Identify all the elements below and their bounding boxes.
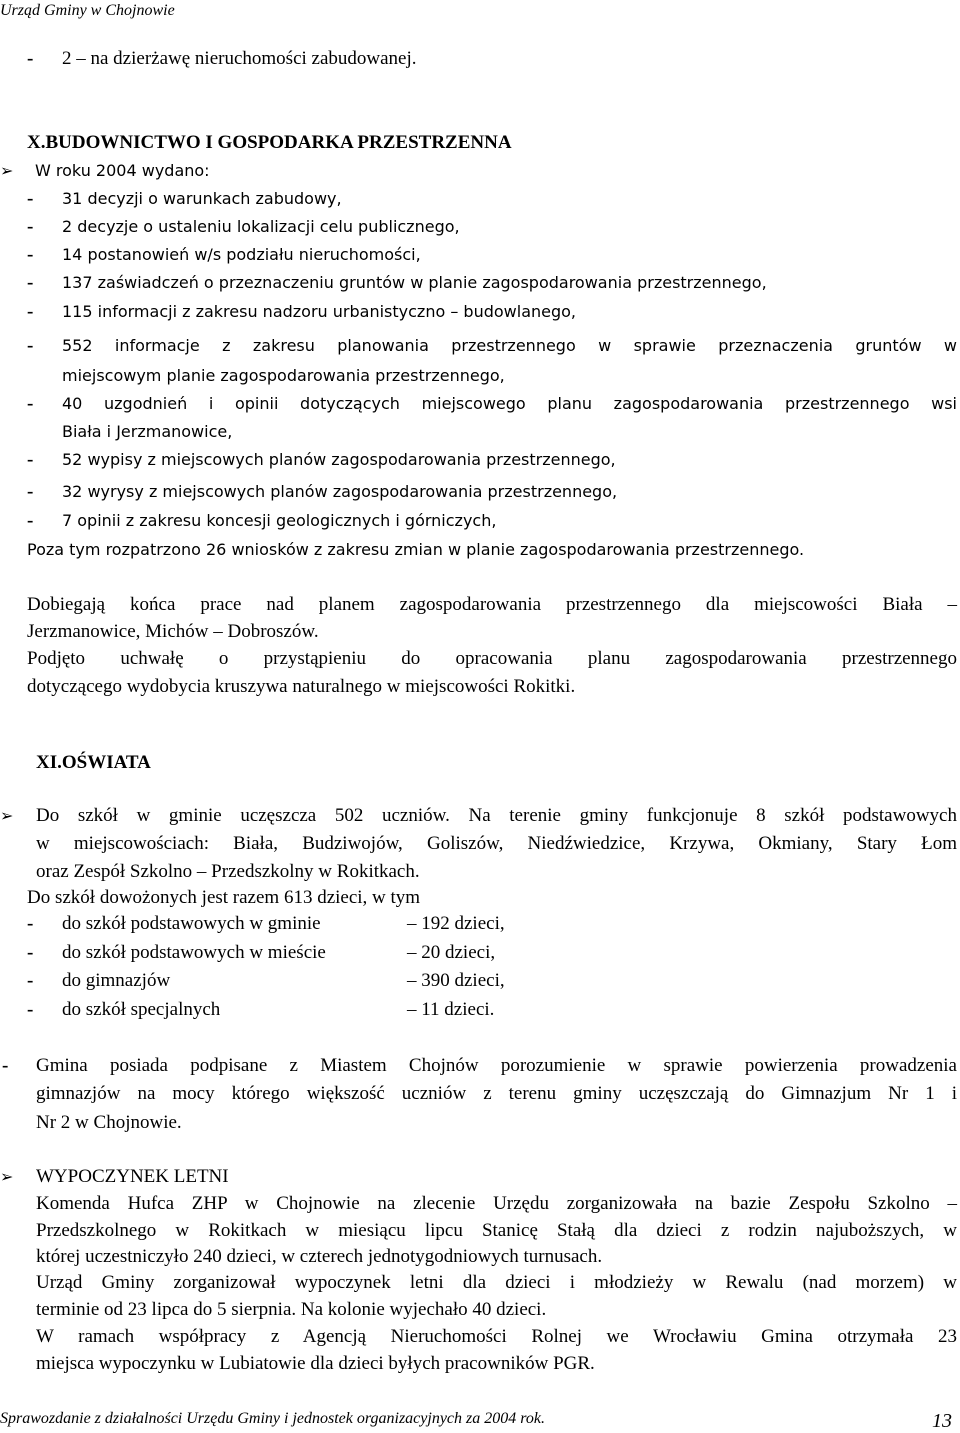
summer-line: Przedszkolnego w Rokitkach w miesiącu lipcu Stanicę Stałą dla dzieci z rodzin najuboższych, w [36, 1220, 957, 1241]
list-item: 14 postanowień w/s podziału nieruchomości, [62, 245, 421, 264]
page-header: Urząd Gminy w Chojnowie [0, 2, 175, 19]
commute-value: – 11 dzieci. [407, 999, 495, 1020]
list-item: 2 decyzje o ustaleniu lokalizacji celu publicznego, [62, 217, 460, 236]
summer-line-end: miejsca wypoczynku w Lubiatowie dla dzieci byłych pracowników PGR. [36, 1353, 595, 1374]
dash-marker: - [27, 48, 34, 69]
list-item: 552 informacje z zakresu planowania przestrzennego w sprawie przeznaczenia gruntów w [62, 336, 957, 355]
agreement-paragraph-end: Nr 2 w Chojnowie. [36, 1112, 182, 1133]
dash-marker: - [27, 510, 34, 531]
schools-paragraph: w miejscowościach: Biała, Budziwojów, Goliszów, Niedźwiedzice, Krzywa, Okmiany, Stary Łom [36, 833, 957, 854]
section-x-intro: W roku 2004 wydano: [35, 161, 210, 180]
dash-marker: - [27, 999, 34, 1020]
schools-paragraph-end: oraz Zespół Szkolno – Przedszkolny w Rokitkach. [36, 861, 420, 882]
dash-marker: - [2, 1055, 9, 1076]
list-item: 7 opinii z zakresu koncesji geologicznych i górniczych, [62, 511, 497, 530]
page-number: 13 [932, 1410, 952, 1432]
section-x-paragraph: Podjęto uchwałę o przystąpieniu do opracowania planu zagospodarowania przestrzennego [27, 648, 957, 669]
section-x-paragraph: Dobiegają końca prace nad planem zagospodarowania przestrzennego dla miejscowości Biała – [27, 594, 957, 615]
section-x-paragraph-end: dotyczącego wydobycia kruszywa naturalnego w miejscowości Rokitki. [27, 676, 576, 697]
page-footer: Sprawozdanie z działalności Urzędu Gminy i jednostek organizacyjnych za 2004 rok. [0, 1410, 545, 1427]
dash-marker: - [27, 244, 34, 265]
arrow-bullet-icon: ➢ [0, 163, 14, 180]
commute-label: do gimnazjów [62, 970, 171, 991]
section-x-summary: Poza tym rozpatrzono 26 wniosków z zakresu zmian w planie zagospodarowania przestrzennego. [27, 540, 805, 559]
list-item: 52 wypisy z miejscowych planów zagospodarowania przestrzennego, [62, 450, 616, 469]
top-item: 2 – na dzierżawę nieruchomości zabudowanej. [62, 48, 417, 69]
dash-marker: - [27, 272, 34, 293]
section-x-paragraph-end: Jerzmanowice, Michów – Dobroszów. [27, 621, 319, 642]
dash-marker: - [27, 970, 34, 991]
summer-line: Komenda Hufca ZHP w Chojnowie na zlecenie Urzędu zorganizowała na bazie Zespołu Szkolno – [36, 1193, 957, 1214]
dash-marker: - [27, 216, 34, 237]
section-xi-heading: XI.OŚWIATA [36, 752, 151, 773]
list-item: 31 decyzji o warunkach zabudowy, [62, 189, 342, 208]
list-item: 32 wyrysy z miejscowych planów zagospodarowania przestrzennego, [62, 482, 618, 501]
summer-line-end: terminie od 23 lipca do 5 sierpnia. Na kolonie wyjechało 40 dzieci. [36, 1299, 547, 1320]
commute-label: do szkół podstawowych w gminie [62, 913, 321, 934]
commute-value: – 20 dzieci, [407, 942, 496, 963]
dash-marker: - [27, 942, 34, 963]
list-item-continuation: Biała i Jerzmanowice, [62, 422, 233, 441]
commute-value: – 390 dzieci, [407, 970, 505, 991]
commute-label: do szkół podstawowych w mieście [62, 942, 326, 963]
arrow-bullet-icon: ➢ [0, 808, 14, 825]
dash-marker: - [27, 335, 34, 356]
summer-line: W ramach współpracy z Agencją Nieruchomości Rolnej we Wrocławiu Gmina otrzymała 23 [36, 1326, 957, 1347]
dash-marker: - [27, 393, 34, 414]
list-item: 40 uzgodnień i opinii dotyczących miejscowego planu zagospodarowania przestrzennego wsi [62, 394, 957, 413]
section-x-heading: X.BUDOWNICTWO I GOSPODARKA PRZESTRZENNA [27, 132, 512, 153]
summer-line: Urząd Gminy zorganizował wypoczynek letni dla dzieci i młodzieży w Rewalu (nad morzem) w [36, 1272, 957, 1293]
dash-marker: - [27, 449, 34, 470]
schools-paragraph: Do szkół w gminie uczęszcza 502 uczniów. Na terenie gminy funkcjonuje 8 szkół podstawowych [36, 805, 957, 826]
dash-marker: - [27, 188, 34, 209]
summer-heading: WYPOCZYNEK LETNI [36, 1166, 229, 1187]
dash-marker: - [27, 913, 34, 934]
list-item: 115 informacji z zakresu nadzoru urbanistyczno – budowlanego, [62, 302, 577, 321]
list-item-continuation: miejscowym planie zagospodarowania przestrzennego, [62, 366, 505, 385]
list-item: 137 zaświadczeń o przeznaczeniu gruntów w planie zagospodarowania przestrzennego, [62, 273, 767, 292]
commute-intro: Do szkół dowożonych jest razem 613 dzieci, w tym [27, 887, 421, 908]
dash-marker: - [27, 301, 34, 322]
commute-value: – 192 dzieci, [407, 913, 505, 934]
commute-label: do szkół specjalnych [62, 999, 221, 1020]
arrow-bullet-icon: ➢ [0, 1169, 14, 1186]
dash-marker: - [27, 481, 34, 502]
agreement-paragraph: Gmina posiada podpisane z Miastem Chojnów porozumienie w sprawie powierzenia prowadzenia [36, 1055, 957, 1076]
summer-line-end: której uczestniczyło 240 dzieci, w czterech jednotygodniowych turnusach. [36, 1246, 603, 1267]
agreement-paragraph: gimnazjów na mocy którego większość uczniów z terenu gminy uczęszczają do Gimnazjum Nr 1 i [36, 1083, 957, 1104]
